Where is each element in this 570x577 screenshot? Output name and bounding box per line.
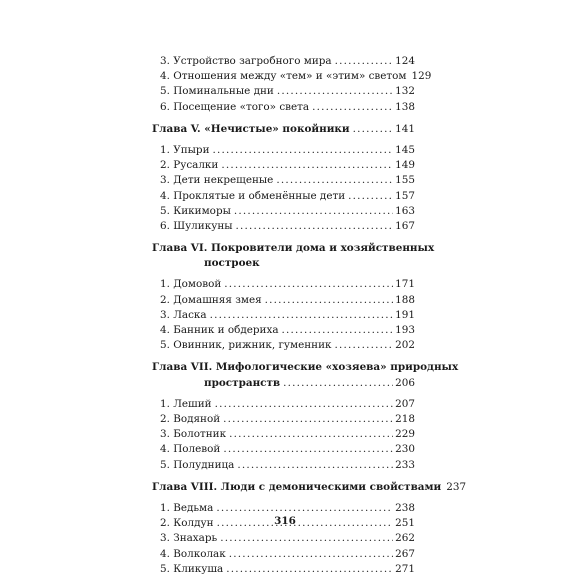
chapter-heading <box>152 241 435 271</box>
chapter-title-continued: построек <box>204 257 260 270</box>
toc-item <box>152 69 432 84</box>
toc-section <box>152 397 415 473</box>
toc-item-page: 138 <box>395 100 415 113</box>
leader-dots <box>237 458 393 473</box>
toc-item-page: 188 <box>395 293 415 306</box>
chapter-title-continued: пространств <box>204 376 281 389</box>
leader-dots <box>265 293 394 308</box>
toc-item-title: 4. Банник и обдериха <box>160 324 279 337</box>
toc-item-title: 5. Поминальные дни <box>160 85 274 98</box>
toc-item <box>152 323 415 338</box>
toc-item-title: 6. Посещение «того» света <box>160 100 310 113</box>
leader-dots <box>226 562 393 577</box>
leader-dots <box>234 204 393 219</box>
toc-item-title: 2. Домашняя змея <box>160 293 262 306</box>
toc-item <box>152 100 415 115</box>
toc-item-page: 163 <box>395 204 415 217</box>
chapter-title: Глава VIII. Люди с демоническими свойствами <box>152 480 442 493</box>
chapter-heading <box>152 480 467 495</box>
toc-item-page: 262 <box>395 532 415 545</box>
toc-section <box>152 277 415 353</box>
chapter-title: Глава VI. Покровители дома и хозяйственных <box>152 242 435 255</box>
toc-item <box>152 173 415 188</box>
leader-dots <box>348 189 393 204</box>
toc-item-page: 145 <box>395 143 415 156</box>
leader-dots <box>223 412 393 427</box>
toc-item <box>152 293 415 308</box>
toc-item <box>152 501 415 516</box>
toc-item-title: 5. Кикиморы <box>160 204 231 217</box>
toc-item <box>152 547 415 562</box>
toc-item-title: 1. Домовой <box>160 278 222 291</box>
toc-item-page: 167 <box>395 219 415 232</box>
leader-dots <box>277 84 393 99</box>
toc-item-page: 218 <box>395 413 415 425</box>
toc-item-title: 5. Кликуша <box>160 562 224 575</box>
toc-item <box>152 189 415 204</box>
chapter-title: Глава VII. Мифологические «хозяева» природных <box>152 361 459 374</box>
leader-dots <box>353 122 394 137</box>
toc-item-title: 2. Колдун <box>160 517 214 530</box>
leader-dots <box>223 442 393 457</box>
toc-item-page: 229 <box>395 428 415 441</box>
leader-dots <box>229 427 393 442</box>
chapter-title: Глава V. «Нечистые» покойники <box>152 122 350 135</box>
chapter-title-continued-row <box>152 376 415 391</box>
toc-item-page: 129 <box>411 70 432 83</box>
toc-item-title: 4. Проклятые и обменённые дети <box>160 189 346 202</box>
toc-item <box>152 531 415 546</box>
toc-item-page: 267 <box>395 547 415 560</box>
toc-item-title: 3. Болотник <box>160 428 227 441</box>
toc-item <box>152 427 415 442</box>
toc-item-page: 271 <box>395 562 415 575</box>
toc-item-page: 193 <box>395 324 415 337</box>
toc-item <box>152 204 415 219</box>
toc-item-page: 251 <box>395 517 415 530</box>
toc-item-page: 238 <box>395 501 415 514</box>
chapter-heading <box>152 360 459 390</box>
toc-item <box>152 338 415 353</box>
toc-item-title: 4. Полевой <box>160 443 221 456</box>
toc-item-title: 5. Полудница <box>160 458 235 471</box>
leader-dots <box>282 323 394 338</box>
leader-dots <box>216 501 393 516</box>
leader-dots <box>283 376 393 391</box>
toc-item-page: 202 <box>395 339 415 352</box>
toc-item-title: 3. Ласка <box>160 308 207 321</box>
toc-item-title: 3. Дети некрещеные <box>160 174 274 187</box>
toc-item-page: 124 <box>395 55 415 67</box>
toc-item-title: 6. Шуликуны <box>160 219 233 232</box>
toc-item-title: 3. Устройство загробного мира <box>160 55 332 67</box>
leader-dots <box>236 219 394 234</box>
toc-item <box>152 158 415 173</box>
chapter-page: 206 <box>395 376 415 389</box>
toc-item <box>152 54 415 69</box>
toc-item-title: 3. Знахарь <box>160 532 218 545</box>
toc-item-title: 4. Волколак <box>160 547 226 560</box>
leader-dots <box>224 277 393 292</box>
toc-item-title: 1. Леший <box>160 397 212 410</box>
leader-dots <box>335 54 394 69</box>
toc-item <box>152 397 415 412</box>
toc-item-title: 2. Русалки <box>160 159 219 172</box>
toc-item <box>152 219 415 234</box>
toc-item <box>152 84 415 99</box>
leader-dots <box>215 397 394 412</box>
toc-item-page: 132 <box>395 85 415 98</box>
leader-dots <box>229 547 393 562</box>
page-number: 316 <box>274 515 296 527</box>
toc-item <box>152 143 415 158</box>
leader-dots <box>213 143 394 158</box>
leader-dots <box>312 100 393 115</box>
leader-dots <box>335 338 394 353</box>
toc-section-continued <box>152 54 432 115</box>
chapter-page: 237 <box>446 480 467 493</box>
chapter-page: 141 <box>395 122 415 135</box>
toc-item-title: 5. Овинник, рижник, гуменник <box>160 339 332 352</box>
leader-dots <box>276 173 393 188</box>
toc-item-page: 157 <box>395 189 415 202</box>
leader-dots <box>220 531 393 546</box>
table-of-contents <box>152 54 467 577</box>
toc-item-page: 230 <box>395 443 415 456</box>
toc-item-page: 149 <box>395 159 415 172</box>
toc-item <box>152 277 415 292</box>
toc-item-title: 1. Ведьма <box>160 501 214 514</box>
toc-item <box>152 458 415 473</box>
toc-item-page: 207 <box>395 397 415 410</box>
leader-dots <box>210 308 394 323</box>
toc-item <box>152 412 415 427</box>
toc-item <box>152 442 415 457</box>
toc-item-page: 155 <box>395 174 415 187</box>
toc-item-page: 191 <box>395 308 415 321</box>
toc-section <box>152 501 415 577</box>
toc-item <box>152 308 415 323</box>
toc-section <box>152 143 415 234</box>
toc-item-title: 1. Упыри <box>160 143 210 156</box>
leader-dots <box>221 158 393 173</box>
toc-item-title: 2. Водяной <box>160 413 221 425</box>
toc-item <box>152 562 415 577</box>
toc-item-page: 233 <box>395 458 415 471</box>
chapter-heading <box>152 122 415 137</box>
toc-item-page: 171 <box>395 278 415 291</box>
toc-item-title: 4. Отношения между «тем» и «этим» светом <box>160 70 407 83</box>
